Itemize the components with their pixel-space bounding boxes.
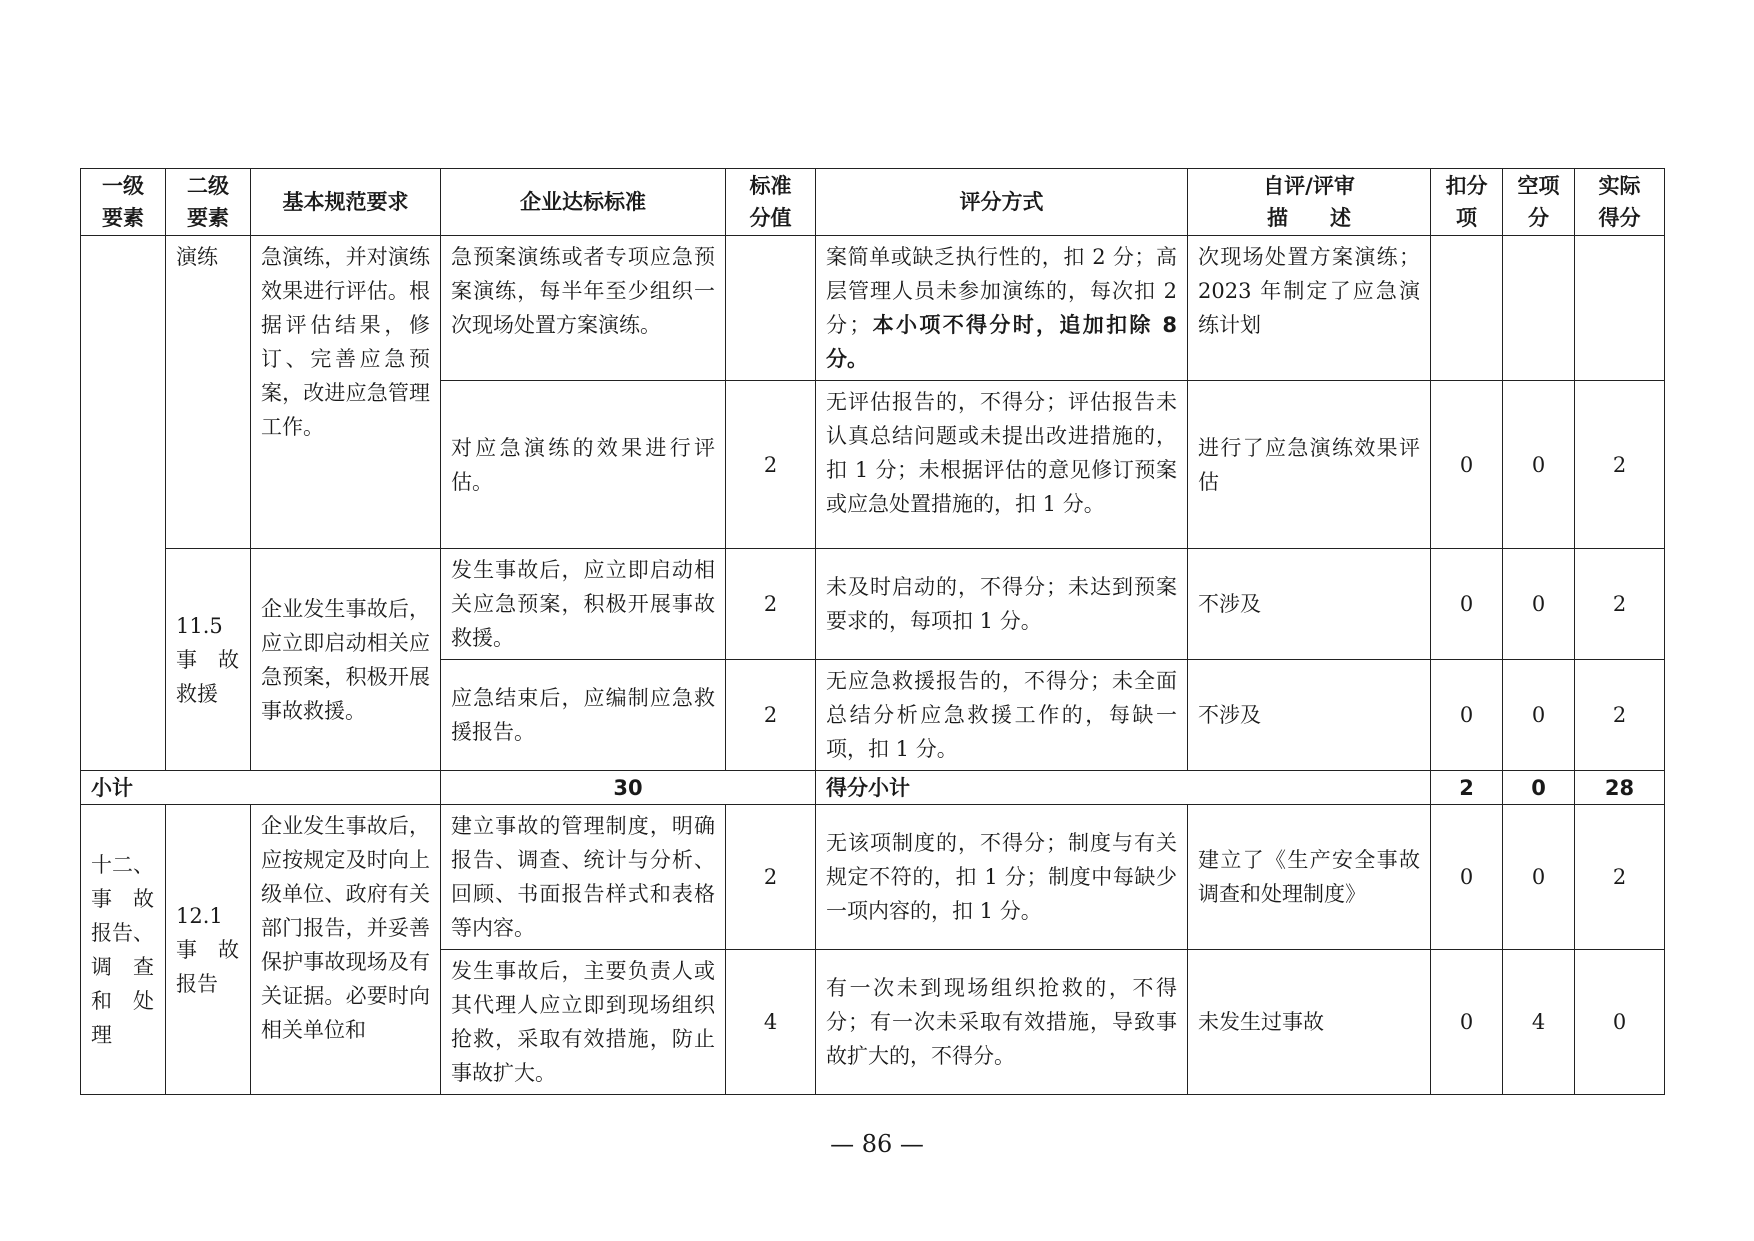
subtotal-score: 30 <box>441 771 816 805</box>
self-eval-cell: 建立了《生产安全事故调查和处理制度》 <box>1188 805 1431 950</box>
method-bold-text: 本小项不得分时，追加扣除 8 分。 <box>826 313 1178 371</box>
header-row <box>81 169 1665 236</box>
method-cell: 有一次未到现场组织抢救的，不得分；有一次未采取有效措施，导致事故扩大的，不得分。 <box>816 950 1188 1095</box>
header-deduct: 扣分 项 <box>1431 169 1503 236</box>
score-cell <box>726 236 816 381</box>
actual-cell: 2 <box>1575 381 1665 549</box>
standard-cell: 发生事故后，应立即启动相关应急预案，积极开展事故救援。 <box>441 549 726 660</box>
basic-req-cell: 急演练，并对演练效果进行评估。根据评估结果，修订、完善应急预案，改进应急管理工作。 <box>251 236 441 549</box>
deduct-cell: 0 <box>1431 950 1503 1095</box>
actual-cell: 2 <box>1575 660 1665 771</box>
basic-req-cell: 企业发生事故后，应按规定及时向上级单位、政府有关部门报告，并妥善保护事故现场及有关证据。必要时向相关单位和 <box>251 805 441 1095</box>
standard-cell: 对应急演练的效果进行评估。 <box>441 381 726 549</box>
standard-cell: 建立事故的管理制度，明确报告、调查、统计与分析、回顾、书面报告样式和表格等内容。 <box>441 805 726 950</box>
header-actual: 实际 得分 <box>1575 169 1665 236</box>
empty-cell: 0 <box>1503 549 1575 660</box>
empty-cell: 4 <box>1503 950 1575 1095</box>
level2-cell: 演练 <box>166 236 251 549</box>
method-cell: 未及时启动的，不得分；未达到预案要求的，每项扣 1 分。 <box>816 549 1188 660</box>
actual-cell: 2 <box>1575 549 1665 660</box>
header-method: 评分方式 <box>816 169 1188 236</box>
page-number: — 86 — <box>830 1130 924 1158</box>
score-cell: 2 <box>726 549 816 660</box>
table-row <box>81 549 1665 660</box>
header-std-score: 标准 分值 <box>726 169 816 236</box>
score-cell: 4 <box>726 950 816 1095</box>
standard-cell: 发生事故后，主要负责人或其代理人应立即到现场组织抢救，采取有效措施，防止事故扩大。 <box>441 950 726 1095</box>
header-basic-req: 基本规范要求 <box>251 169 441 236</box>
deduct-cell: 0 <box>1431 805 1503 950</box>
actual-cell: 0 <box>1575 950 1665 1095</box>
subtotal-empty: 0 <box>1503 771 1575 805</box>
header-level2: 二级 要素 <box>166 169 251 236</box>
level2-cell: 12.1 事 故 报告 <box>166 805 251 1095</box>
subtotal-deduct: 2 <box>1431 771 1503 805</box>
method-cell: 无应急救援报告的，不得分；未全面总结分析应急救援工作的，每缺一项，扣 1 分。 <box>816 660 1188 771</box>
self-eval-cell: 进行了应急演练效果评估 <box>1188 381 1431 549</box>
header-self-eval: 自评/评审 描 述 <box>1188 169 1431 236</box>
deduct-cell <box>1431 236 1503 381</box>
level1-cell: 十二、 事 故 报告、 调 查 和 处 理 <box>81 805 166 1095</box>
standard-cell: 应急结束后，应编制应急救援报告。 <box>441 660 726 771</box>
empty-cell: 0 <box>1503 660 1575 771</box>
actual-cell: 2 <box>1575 805 1665 950</box>
level1-cell <box>81 236 166 771</box>
score-cell: 2 <box>726 381 816 549</box>
table-row <box>81 805 1665 950</box>
self-eval-cell: 未发生过事故 <box>1188 950 1431 1095</box>
evaluation-table <box>80 168 1665 1095</box>
header-empty-score: 空项 分 <box>1503 169 1575 236</box>
subtotal-row <box>81 771 1665 805</box>
subtotal-actual: 28 <box>1575 771 1665 805</box>
method-cell: 无评估报告的，不得分；评估报告未认真总结问题或未提出改进措施的，扣 1 分；未根据评估的意见修订预案或应急处置措施的，扣 1 分。 <box>816 381 1188 549</box>
score-cell: 2 <box>726 805 816 950</box>
self-eval-cell: 次现场处置方案演练；2023 年制定了应急演练计划 <box>1188 236 1431 381</box>
standard-cell: 急预案演练或者专项应急预案演练，每半年至少组织一次现场处置方案演练。 <box>441 236 726 381</box>
score-cell: 2 <box>726 660 816 771</box>
deduct-cell: 0 <box>1431 660 1503 771</box>
basic-req-cell: 企业发生事故后，应立即启动相关应急预案，积极开展事故救援。 <box>251 549 441 771</box>
method-cell: 无该项制度的，不得分；制度与有关规定不符的，扣 1 分；制度中每缺少一项内容的，扣 1 分。 <box>816 805 1188 950</box>
subtotal-label: 小计 <box>81 771 441 805</box>
deduct-cell: 0 <box>1431 549 1503 660</box>
method-text: 案简单或缺乏执行性的，扣 2 分；高层管理人员未参加演练的，每次扣 2 分； <box>826 245 1177 337</box>
actual-cell <box>1575 236 1665 381</box>
level2-cell: 11.5 事 故 救援 <box>166 549 251 771</box>
header-standard: 企业达标标准 <box>441 169 726 236</box>
self-eval-cell: 不涉及 <box>1188 660 1431 771</box>
method-cell <box>816 236 1188 381</box>
empty-cell: 0 <box>1503 381 1575 549</box>
header-level1: 一级 要素 <box>81 169 166 236</box>
subtotal-method-label: 得分小计 <box>816 771 1431 805</box>
empty-cell <box>1503 236 1575 381</box>
deduct-cell: 0 <box>1431 381 1503 549</box>
self-eval-cell: 不涉及 <box>1188 549 1431 660</box>
table-row <box>81 236 1665 381</box>
empty-cell: 0 <box>1503 805 1575 950</box>
